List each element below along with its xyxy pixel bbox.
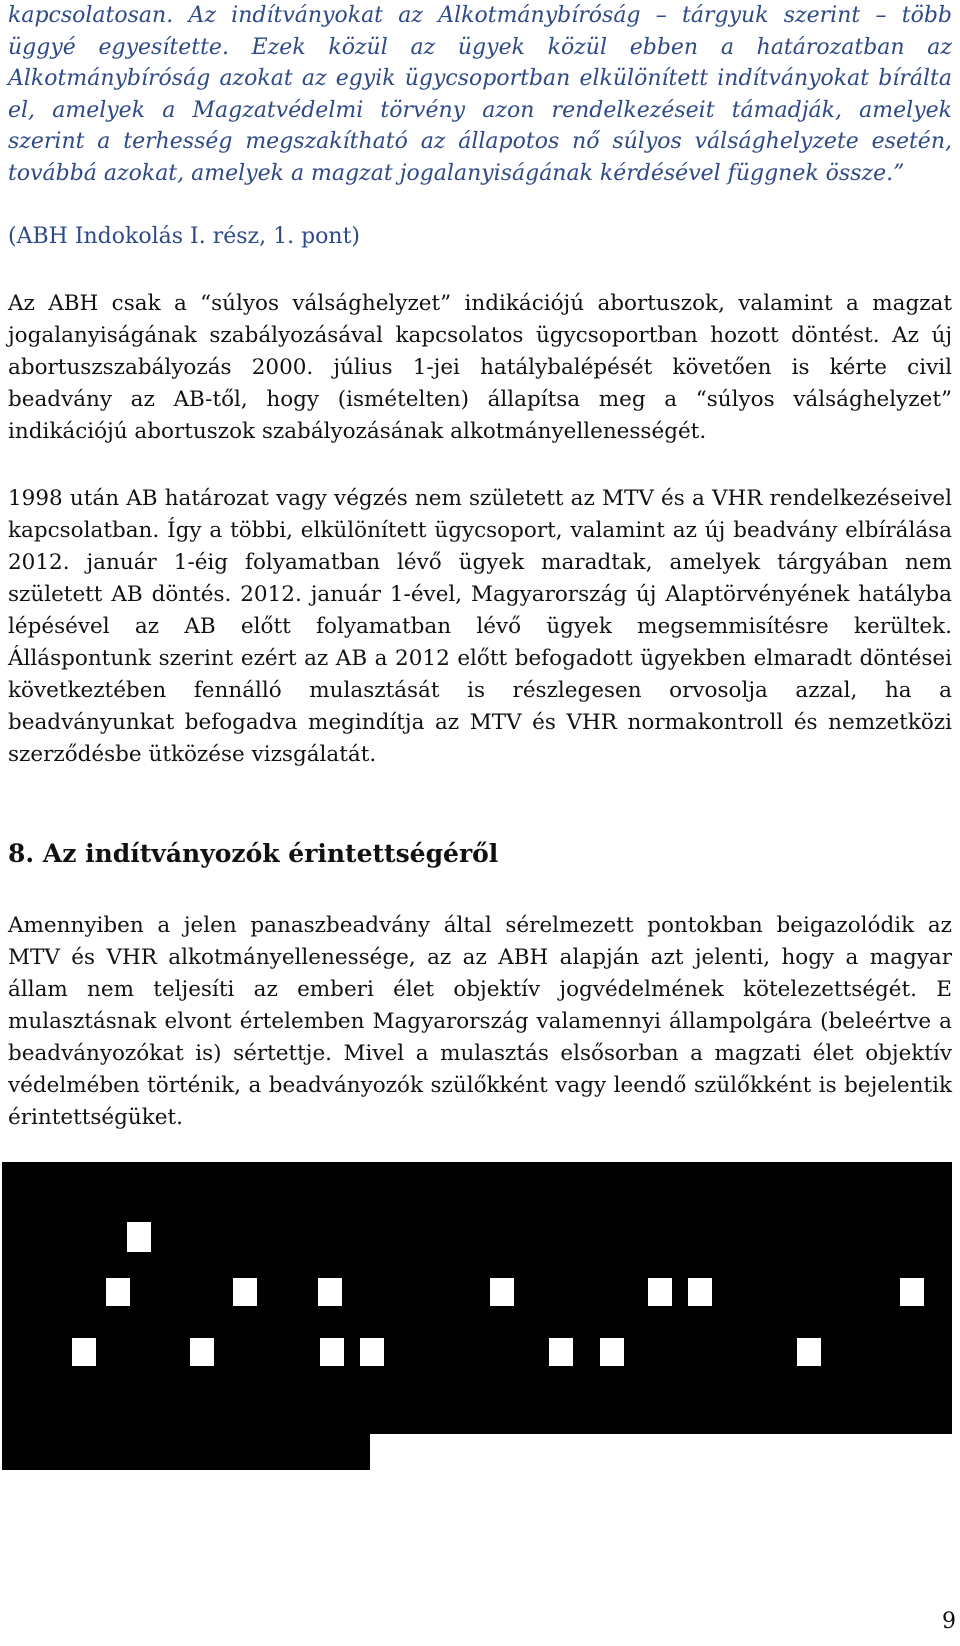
section-heading: 8. Az indítványozók érintettségéről: [8, 839, 499, 868]
paragraph-pending-cases: 1998 után AB határozat vagy végzés nem született az MTV és a VHR rendelkezéseivel kapcsolatban. Így a többi, elkülönített ügycsoport, valamint az új beadvány elbírálása 2012. január 1-éig folyamatban lévő ügyek maradtak, amelyek tárgyában nem született AB döntés. 2012. január 1-ével, Magyarország új Alaptörvényének hatályba lépésével az AB előtt folyamatban lévő ügyek megsemmisítésre kerültek. Álláspontunk szerint ezért az AB a 2012 előtt befogadott ügyekben elmaradt döntései következtében fennálló mulasztását is részlegesen orvosolja azzal, ha a beadványunkat befogadva megindítja az MTV és VHR normakontroll és nemzetközi szerződésbe ütközése vizsgálatát.: [8, 486, 952, 767]
paragraph-petitioners-standing: Amennyiben a jelen panaszbeadvány által sérelmezett pontokban beigazolódik az MTV és VHR alkotmányellenessége, az az ABH alapján azt jelenti, hogy a magyar állam nem teljesíti az emberi élet objektív jogvédelmének kötelezettségét. E mulasztásnak elvont értelemben Magyarország valamennyi állampolgára (beleértve a beadványozókat is) sértettje. Mivel a mulasztás elsősorban a magzati élet objektív védelmében történik, a beadványozók szülőkként vagy leendő szülőkként is bejelentik érintettségüket.: [8, 913, 952, 1130]
paragraph-abh-decision: Az ABH csak a “súlyos válsághelyzet” indikációjú abortuszok, valamint a magzat jogalanyiságának szabályozásával kapcsolatos ügycsoportban hozott döntést. Az új abortuszszabályozás 2000. július 1-jei hatálybalépését követően is kérte civil beadvány az AB-től, hogy (ismételten) állapítsa meg a “súlyos válsághelyzet” indikációjú abortuszok szabályozásának alkotmányellenességét.: [8, 291, 952, 444]
redaction-shape: [0, 1162, 960, 1522]
quoted-passage: kapcsolatosan. Az indítványokat az Alkotmánybíróság – tárgyuk szerint – több üggyé egyesítette. Ezek közül az ügyek közül ebben a határozatban az Alkotmánybíróság azokat az egyik ügycsoportban elkülönített indítványokat bírálta el, amelyek a Magzatvédelmi törvény azon rendelkezéseit támadják, amelyek szerint a terhesség megszakítható az állapotos nő súlyos válsághelyzete esetén, továbbá azokat, amelyek a magzat jogalanyiságának kérdésével függnek össze.”: [8, 3, 952, 186]
redacted-signature-block: [0, 1162, 960, 1522]
page-number: 9: [942, 1609, 956, 1634]
quote-reference: (ABH Indokolás I. rész, 1. pont): [8, 224, 360, 249]
